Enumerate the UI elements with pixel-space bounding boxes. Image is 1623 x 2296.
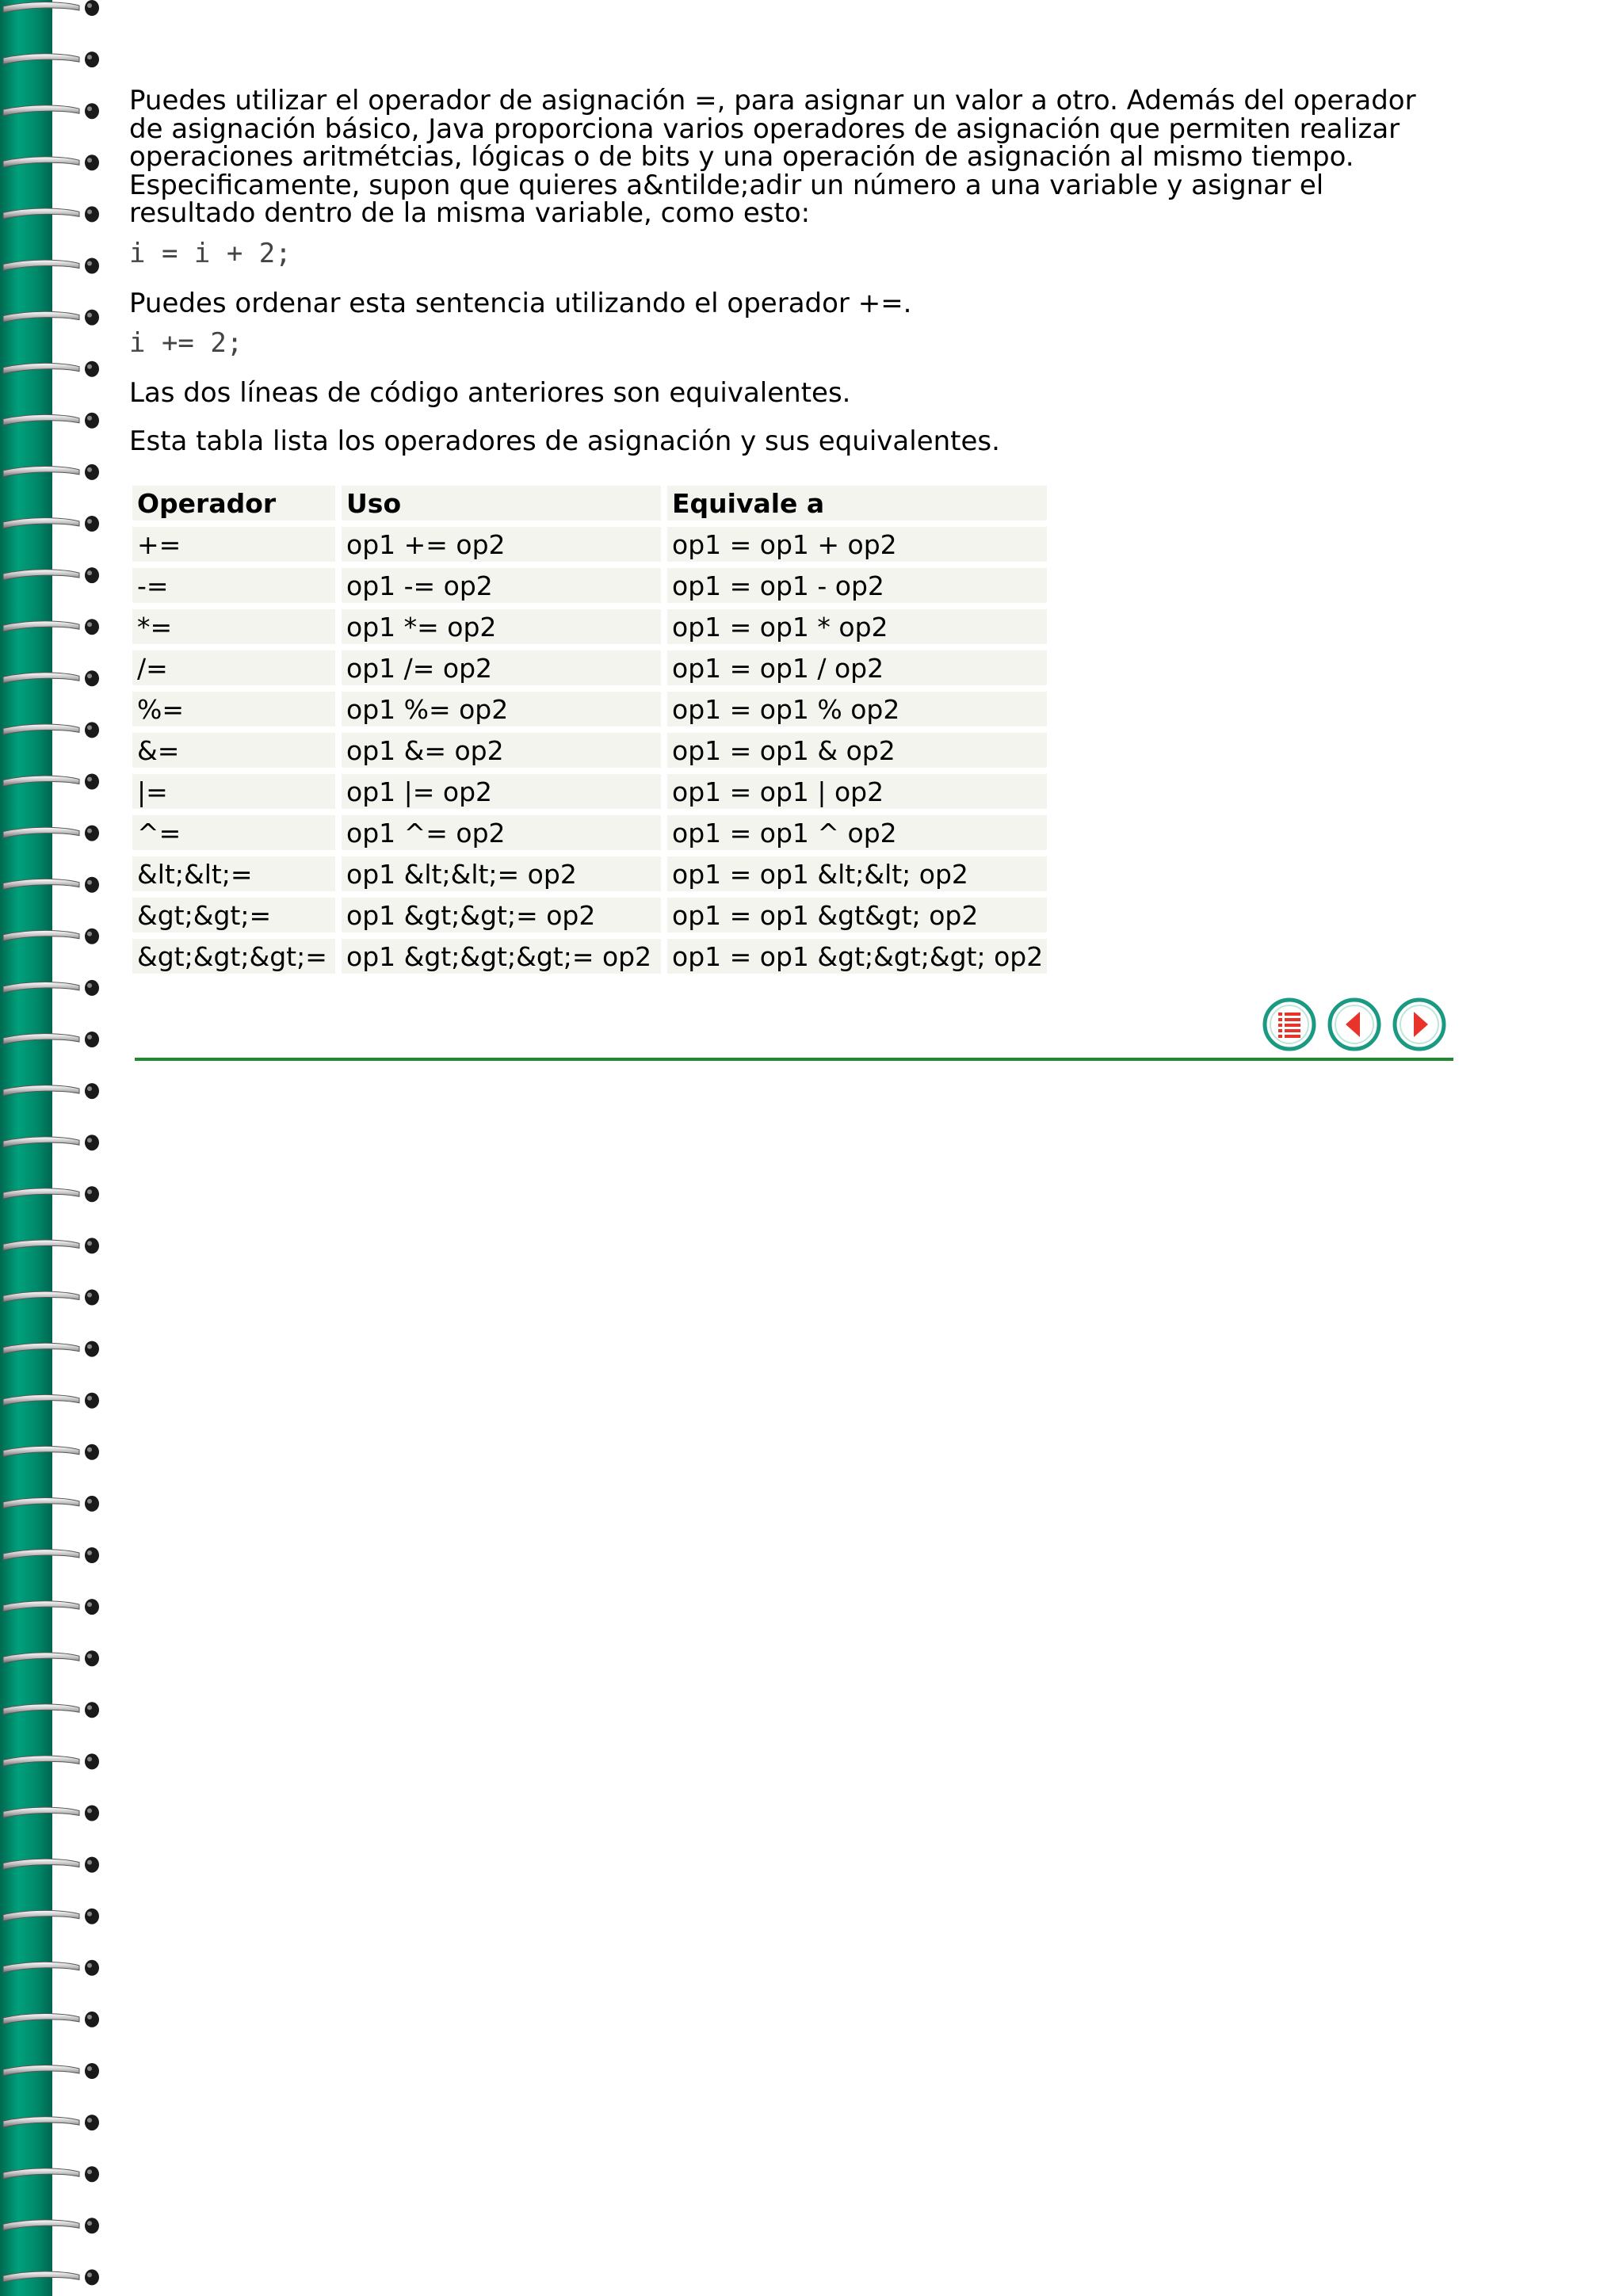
cell-usage: op1 &gt;&gt;&gt;= op2: [342, 939, 661, 974]
cell-operator: &lt;&lt;=: [132, 856, 335, 891]
table-body: [132, 527, 1047, 974]
header-operador: Operador: [132, 486, 335, 521]
main-content: [129, 87, 1445, 456]
cell-usage: op1 -= op2: [342, 568, 661, 603]
cell-operator: |=: [132, 774, 335, 809]
table-header-row: [132, 486, 1047, 521]
cell-operator: *=: [132, 609, 335, 644]
table-row: [132, 815, 1047, 850]
cell-equivalent: op1 = op1 ^ op2: [667, 815, 1047, 850]
cell-equivalent: op1 = op1 &lt;&lt; op2: [667, 856, 1047, 891]
paragraph-4: Esta tabla lista los operadores de asignación y sus equivalentes.: [129, 425, 1000, 457]
cell-equivalent: op1 = op1 | op2: [667, 774, 1047, 809]
table-row: [132, 733, 1047, 768]
cell-equivalent: op1 = op1 &gt;&gt;&gt; op2: [667, 939, 1047, 974]
table-row: [132, 609, 1047, 644]
table-row: [132, 939, 1047, 974]
cell-operator: +=: [132, 527, 335, 562]
arrow-left-icon[interactable]: [1327, 997, 1381, 1051]
cell-usage: op1 /= op2: [342, 650, 661, 685]
header-uso: Uso: [342, 486, 661, 521]
cell-equivalent: op1 = op1 * op2: [667, 609, 1047, 644]
cell-equivalent: op1 = op1 - op2: [667, 568, 1047, 603]
cell-equivalent: op1 = op1 & op2: [667, 733, 1047, 768]
list-icon[interactable]: [1262, 997, 1316, 1051]
cell-equivalent: op1 = op1 &gt&gt; op2: [667, 898, 1047, 933]
cell-usage: op1 &lt;&lt;= op2: [342, 856, 661, 891]
paragraph-3: Las dos líneas de código anteriores son equivalentes.: [129, 376, 851, 409]
cell-equivalent: op1 = op1 / op2: [667, 650, 1047, 685]
table-row: [132, 692, 1047, 727]
spiral-binding: [0, 0, 103, 2296]
cell-usage: op1 %= op2: [342, 692, 661, 727]
cell-operator: &gt;&gt;=: [132, 898, 335, 933]
table-row: [132, 774, 1047, 809]
cell-operator: &=: [132, 733, 335, 768]
code-example-2: i += 2;: [129, 326, 243, 359]
table-row: [132, 527, 1047, 562]
arrow-right-icon[interactable]: [1392, 997, 1446, 1051]
table-row: [132, 898, 1047, 933]
navigation-bar: [1262, 997, 1446, 1051]
table-row: [132, 650, 1047, 685]
paragraph-2: Puedes ordenar esta sentencia utilizando el operador +=.: [129, 287, 912, 319]
code-example-1: i = i + 2;: [129, 237, 292, 269]
cell-usage: op1 ^= op2: [342, 815, 661, 850]
intro-paragraph: Puedes utilizar el operador de asignación =, para asignar un valor a otro. Además del operador de asignación básico, Java proporciona varios operadores de asignación que permiten realizar operaciones aritmétcias, lógicas o de bits y una operación de asignación al mismo tiempo. Especificamente, supon que quieres a&ntilde;adir un número a una variable y asignar el resultado dentro de la misma variable, como esto:: [129, 85, 1416, 229]
cell-usage: op1 |= op2: [342, 774, 661, 809]
cell-operator: &gt;&gt;&gt;=: [132, 939, 335, 974]
cell-usage: op1 &gt;&gt;= op2: [342, 898, 661, 933]
cell-operator: -=: [132, 568, 335, 603]
cell-equivalent: op1 = op1 % op2: [667, 692, 1047, 727]
cell-operator: ^=: [132, 815, 335, 850]
header-equivale: Equivale a: [667, 486, 1047, 521]
cell-equivalent: op1 = op1 + op2: [667, 527, 1047, 562]
cell-operator: %=: [132, 692, 335, 727]
cell-operator: /=: [132, 650, 335, 685]
horizontal-rule: [135, 1058, 1453, 1061]
table-row: [132, 568, 1047, 603]
assignment-operators-table: [126, 479, 1053, 980]
cell-usage: op1 += op2: [342, 527, 661, 562]
cell-usage: op1 &= op2: [342, 733, 661, 768]
table-row: [132, 856, 1047, 891]
cell-usage: op1 *= op2: [342, 609, 661, 644]
